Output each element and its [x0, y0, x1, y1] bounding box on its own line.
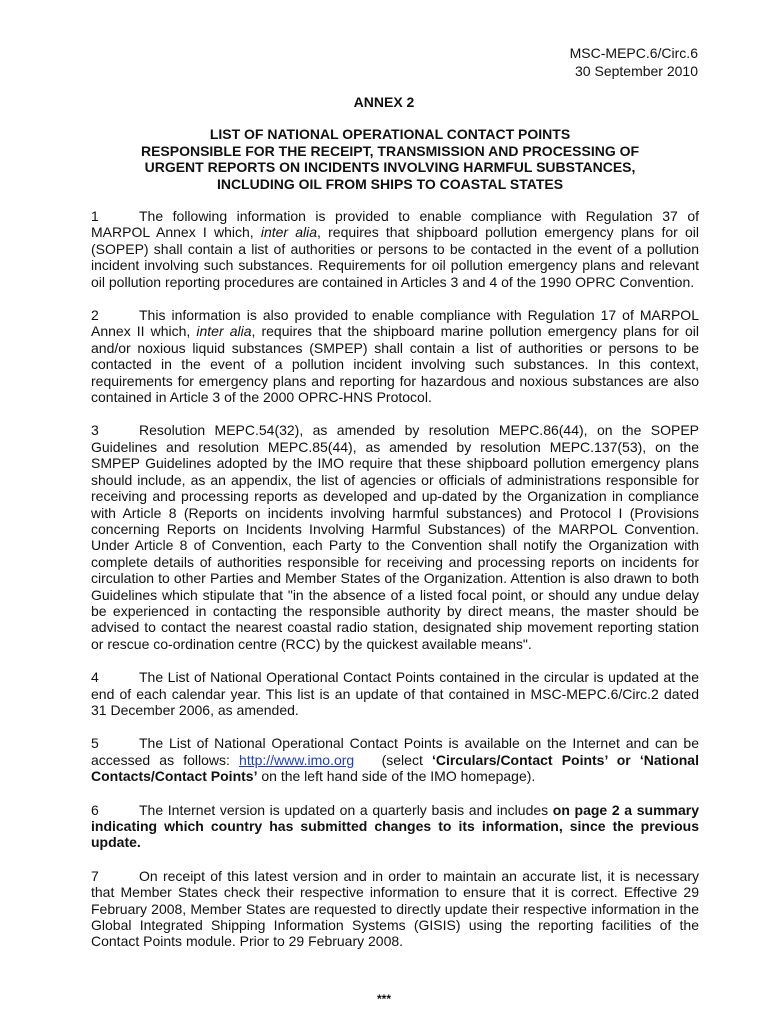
end-of-annex-mark: *** [376, 992, 391, 1006]
paragraph-number: 5 [91, 735, 99, 752]
paragraph-bold-text: ‘Circulars/Contact Points’ or ‘National Contacts/Contact Points’ [91, 751, 699, 785]
paragraph-number: 3 [91, 422, 99, 439]
imo-website-link[interactable]: http://www.imo.org [239, 751, 355, 768]
paragraph-text: This information is also provided to enable compliance with Regulation 17 of MARPOL Annex II which, [91, 307, 699, 340]
title-line: RESPONSIBLE FOR THE RECEIPT, TRANSMISSION AND PROCESSING OF [140, 142, 640, 159]
paragraph-italic-text: inter alia [260, 224, 318, 241]
paragraph-1 [91, 208, 699, 290]
document-date: 30 September 2010 [575, 63, 698, 79]
paragraph-number: 2 [91, 307, 99, 324]
paragraph-text: , requires that shipboard pollution emergency plans for oil (SOPEP) shall contain a list of authorities or persons to be contacted in the event of a pollution incident involving such substances. Requirements for oil pollution emergency plans and relevant oil pollution reporting procedures are contained in Articles 3 and 4 of the 1990 OPRC Convention. [91, 224, 700, 290]
document-reference-block [570, 44, 698, 80]
document-title [90, 126, 690, 192]
paragraph-text: The List of National Operational Contact Points contained in the circular is updated at the end of each calendar year. This list is an update of that contained in MSC-MEPC.6/Circ.2 dated 31 December 2006, as amended. [91, 669, 699, 718]
paragraph-number: 6 [91, 801, 99, 818]
paragraph-text: , requires that the shipboard marine pollution emergency plans for oil and/or noxious liquid substances (SMPEP) shall contain a list of authorities or persons to be contacted in the event of a pollution incident involving such substances. In this context, requirements for emergency plans and reporting for hazardous and noxious substances are also contained in Article 3 of the 2000 OPRC-HNS Protocol. [91, 323, 700, 406]
paragraph-italic-text: inter alia [196, 323, 252, 340]
paragraph-3 [91, 422, 699, 652]
paragraph-number: 7 [91, 867, 99, 884]
paragraph-text: On receipt of this latest version and in order to maintain an accurate list, it is necessary that Member States check their respective information to ensure that it is correct. Effective 29 February 2008, Member States are requested to directly update their respective information in the Global Integrated Shipping Information Systems (GISIS) using the reporting facilities of the Contact Points module. Prior to 29 February 2008. [91, 867, 699, 950]
paragraph-2 [91, 307, 699, 405]
paragraph-number: 4 [91, 669, 99, 686]
paragraph-text: Resolution MEPC.54(32), as amended by resolution MEPC.86(44), on the SOPEP Guidelines and resolution MEPC.85(44), as amended by resolution MEPC.137(53), on the SMPEP Guidelines adopted by the IMO require that these shipboard pollution emergency plans should include, as an appendix, the list of agencies or officials of administrations responsible for receiving and processing reports as developed and up-dated by the Organization in compliance with Article 8 (Reports on incidents involving harmful substances) and Protocol I (Provisions concerning Reports on Incidents Involving Harmful Substances) of the MARPOL Convention. Under Article 8 of Convention, each Party to the Convention shall notify the Organization with complete details of authorities responsible for receiving and processing reports on incidents for circulation to other Parties and Member States of the Organization. Attention is also drawn to both Guidelines which stipulate that "in the absence of a listed focal point, or should any undue delay be experienced in contacting the responsible authority by direct means, the master should be advised to contact the nearest coastal radio station, designated ship movement reporting station or rescue co-ordination centre (RCC) by the quickest available means". [91, 422, 699, 652]
paragraph-text: The List of National Operational Contact Points is available on the Internet and can be accessed as follows: [91, 735, 699, 768]
paragraph-7 [91, 868, 699, 950]
document-body [91, 208, 699, 967]
title-line: LIST OF NATIONAL OPERATIONAL CONTACT POINTS [209, 126, 571, 142]
paragraph-number: 1 [91, 208, 99, 224]
paragraph-4 [91, 669, 699, 718]
title-line: INCLUDING OIL FROM SHIPS TO COASTAL STATES [216, 175, 564, 192]
paragraph-text: The Internet version is updated on a quarterly basis and includes [139, 801, 553, 818]
paragraph-text: The following information is provided to enable compliance with Regulation 37 of MARPOL Annex I which, [91, 208, 699, 241]
title-line: URGENT REPORTS ON INCIDENTS INVOLVING HARMFUL SUBSTANCES, [144, 159, 636, 175]
paragraph-text: on the left hand side of the IMO homepage). [257, 768, 536, 785]
paragraph-5 [91, 735, 699, 784]
paragraph-text: (select [354, 751, 432, 768]
paragraph-bold-text: on page 2 a summary indicating which country has submitted changes to its information, since the previous update. [91, 801, 699, 851]
document-reference: MSC-MEPC.6/Circ.6 [569, 45, 698, 61]
paragraph-6 [91, 802, 699, 851]
annex-label: ANNEX 2 [353, 94, 415, 110]
